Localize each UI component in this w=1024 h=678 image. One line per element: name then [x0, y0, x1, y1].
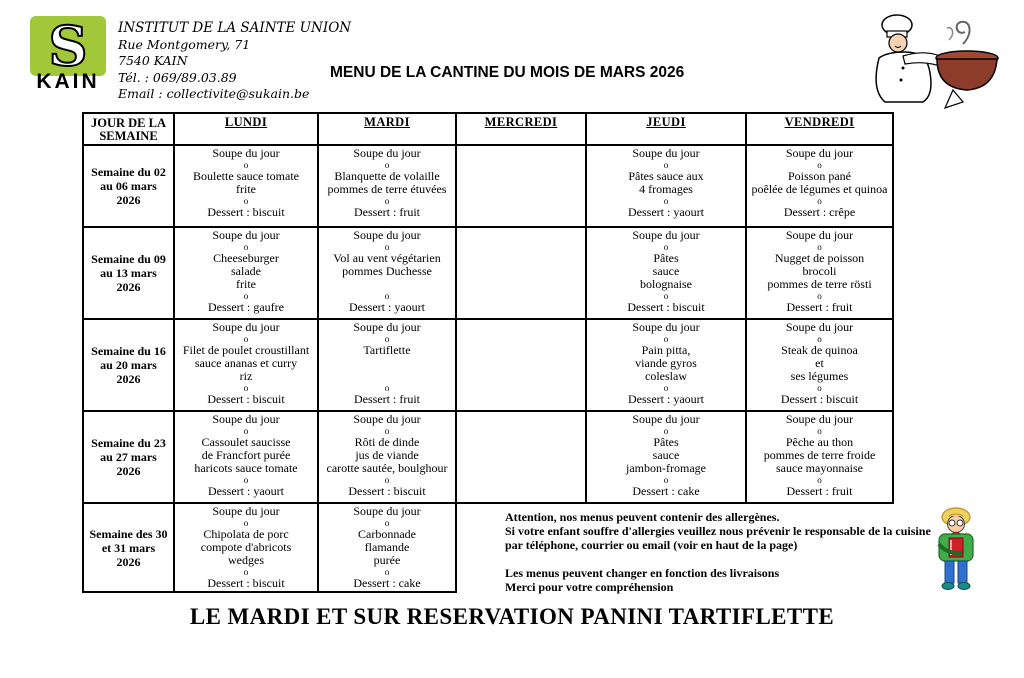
week-label: Semaine du 02 au 06 mars 2026: [83, 145, 174, 227]
menu-cell-jeudi: Soupe du jour o Pâtes sauce jambon-fromage o Dessert : cake: [586, 411, 746, 503]
menu-cell-jeudi: Soupe du jour o Pâtes sauce aux 4 fromages o Dessert : yaourt: [586, 145, 746, 227]
week-row-4: [83, 411, 893, 503]
menu-cell-mardi: Soupe du jour o Carbonnade flamande purée o Dessert : cake: [318, 503, 456, 592]
week-label: Semaine du 09 au 13 mars 2026: [83, 227, 174, 319]
day-header-mercredi: MERCREDI: [456, 113, 586, 145]
menu-cell-mardi: Soupe du jour o Rôti de dinde jus de viande carotte sautée, boulghour o Dessert : biscuit: [318, 411, 456, 503]
menu-cell-vendredi: Soupe du jour o Steak de quinoa et ses légumes o Dessert : biscuit: [746, 319, 893, 411]
menu-cell-jeudi: Soupe du jour o Pain pitta, viande gyros coleslaw o Dessert : yaourt: [586, 319, 746, 411]
day-header-vendredi: VENDREDI: [746, 113, 893, 145]
school-city: 7540 KAIN: [118, 53, 188, 68]
menu-cell-mercredi: [456, 227, 586, 319]
table-header-row: [83, 113, 893, 145]
week-row-2: [83, 227, 893, 319]
school-logo: [26, 16, 110, 94]
corner-header: JOUR DE LA SEMAINE: [83, 113, 174, 145]
menu-cell-lundi: Soupe du jour o Chipolata de porc compote d'abricots wedges o Dessert : biscuit: [174, 503, 318, 592]
week-label: Semaine du 16 au 20 mars 2026: [83, 319, 174, 411]
menu-cell-vendredi: Soupe du jour o Pêche au thon pommes de terre froide sauce mayonnaise o Dessert : fruit: [746, 411, 893, 503]
week-label: Semaine des 30 et 31 mars 2026: [83, 503, 174, 592]
school-street: Rue Montgomery, 71: [118, 36, 251, 52]
school-phone: Tél. : 069/89.03.89: [118, 69, 237, 85]
allergy-notice: Attention, nos menus peuvent contenir des allergènes. Si votre enfant souffre d'allergies veuillez nous prévenir le responsable de la cuisine par téléphone, courrier ou email (voir en haut de la page) Les menus peuvent changer en fonction des livraisons Merci pour votre compréhension: [505, 510, 931, 594]
menu-cell-lundi: Soupe du jour o Boulette sauce tomate frite o Dessert : biscuit: [174, 145, 318, 227]
menu-cell-jeudi: Soupe du jour o Pâtes sauce bolognaise o Dessert : biscuit: [586, 227, 746, 319]
logo-kain-label: KAIN: [36, 70, 100, 93]
page-title: MENU DE LA CANTINE DU MOIS DE MARS 2026: [330, 64, 685, 81]
week-row-3: [83, 319, 893, 411]
menu-cell-mercredi: [456, 411, 586, 503]
school-name: INSTITUT DE LA SAINTE UNION: [118, 20, 352, 36]
menu-cell-mardi: Soupe du jour o Vol au vent végétarien pommes Duchesse o Dessert : yaourt: [318, 227, 456, 319]
chef-with-soup-pot-icon: [845, 10, 1010, 112]
logo-green-square: [30, 16, 106, 76]
school-email: Email : collectivite@sukain.be: [118, 86, 310, 101]
menu-cell-lundi: Soupe du jour o Cassoulet saucisse de Francfort purée haricots sauce tomate o Dessert : yaourt: [174, 411, 318, 503]
day-header-jeudi: JEUDI: [586, 113, 746, 145]
menu-cell-lundi: Soupe du jour o Cheeseburger salade frite o Dessert : gaufre: [174, 227, 318, 319]
week-label: Semaine du 23 au 27 mars 2026: [83, 411, 174, 503]
school-address-block: [118, 20, 351, 103]
menu-cell-mercredi: [456, 319, 586, 411]
logo-letter-s: S: [48, 14, 88, 78]
menu-cell-mardi: Soupe du jour o Blanquette de volaille pommes de terre étuvées o Dessert : fruit: [318, 145, 456, 227]
day-header-lundi: LUNDI: [174, 113, 318, 145]
menu-cell-vendredi: Soupe du jour o Nugget de poisson brocoli pommes de terre rösti o Dessert : fruit: [746, 227, 893, 319]
menu-cell-mardi: Soupe du jour o Tartiflette o Dessert : fruit: [318, 319, 456, 411]
week-row-1: [83, 145, 893, 227]
menu-cell-mercredi: [456, 145, 586, 227]
menu-cell-lundi: Soupe du jour o Filet de poulet croustillant sauce ananas et curry riz o Dessert : biscuit: [174, 319, 318, 411]
day-header-mardi: MARDI: [318, 113, 456, 145]
footer-headline: LE MARDI ET SUR RESERVATION PANINI TARTIFLETTE: [189, 604, 835, 629]
schoolboy-with-book-icon: [926, 506, 988, 598]
menu-cell-vendredi: Soupe du jour o Poisson pané poêlée de légumes et quinoa o Dessert : crêpe: [746, 145, 893, 227]
